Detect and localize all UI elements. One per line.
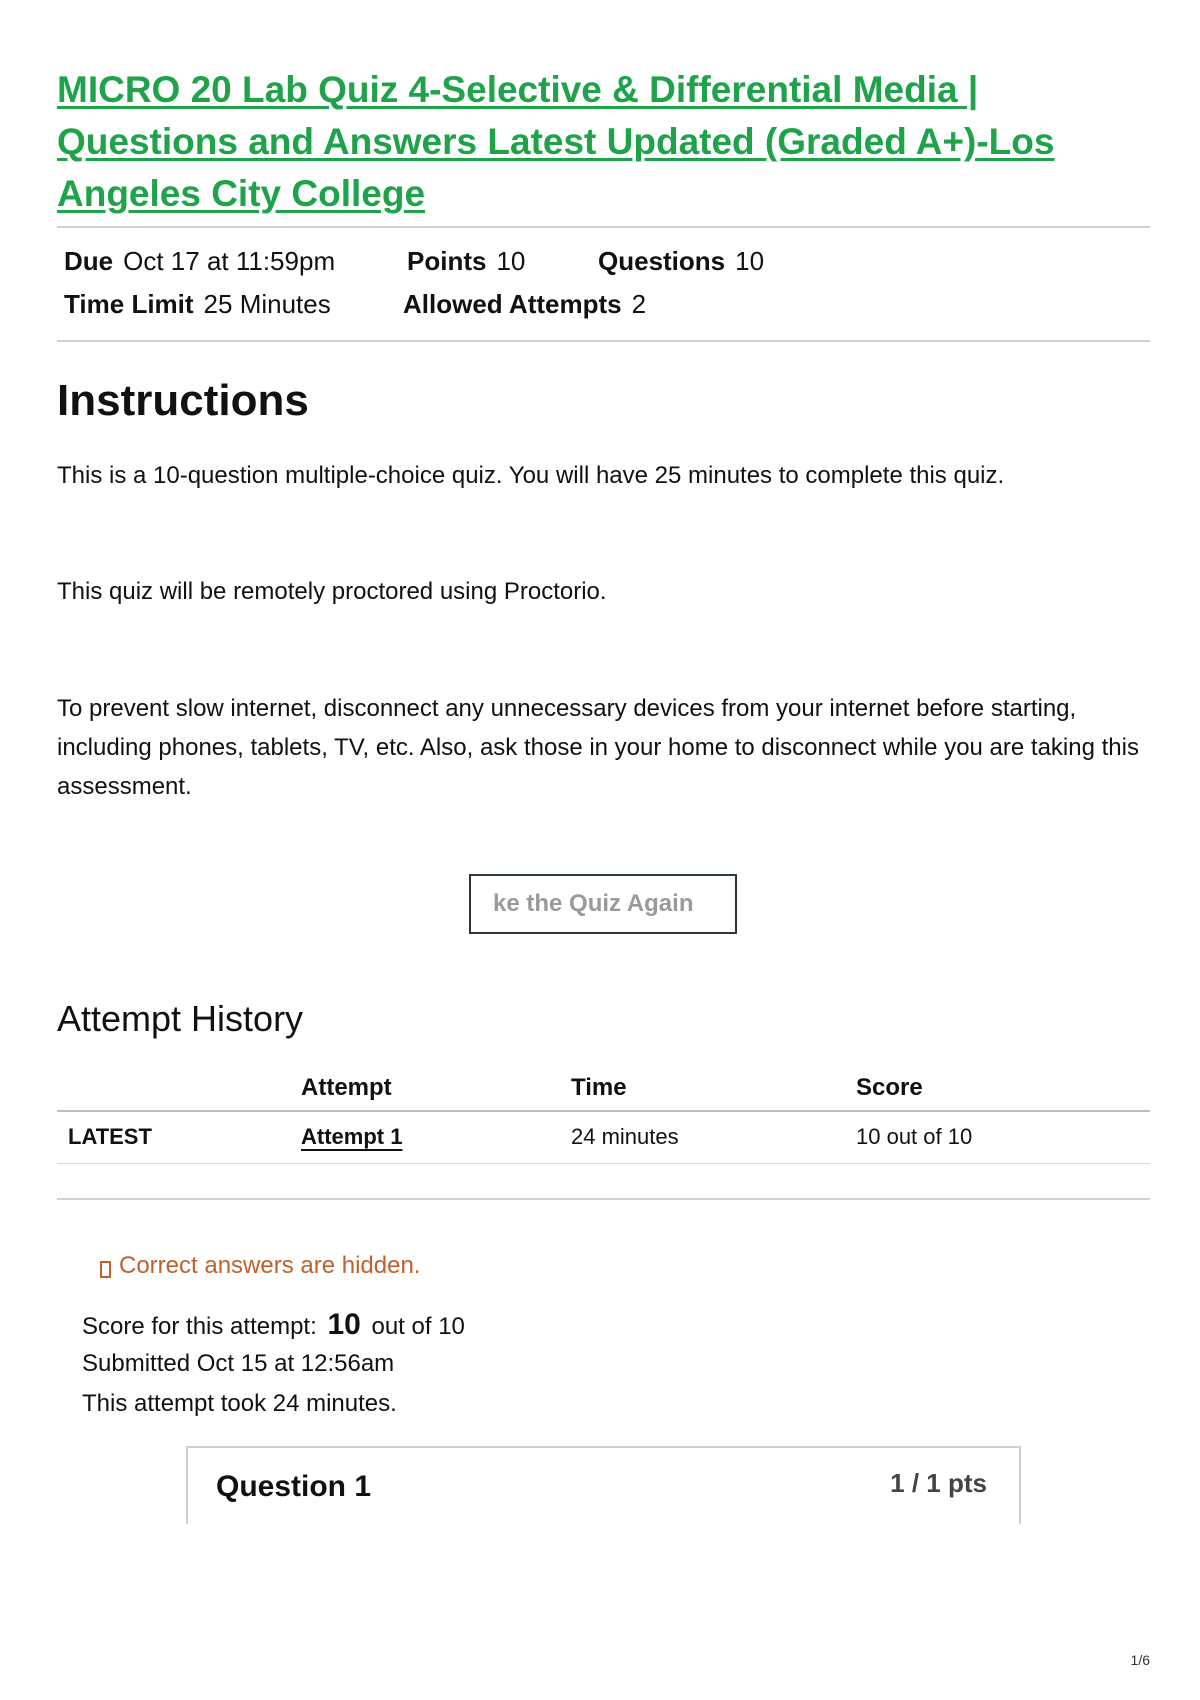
divider bbox=[57, 1198, 1150, 1200]
latest-tag: LATEST bbox=[68, 1124, 152, 1149]
due-label: Due bbox=[64, 246, 114, 276]
column-header-time: Time bbox=[571, 1074, 627, 1101]
instructions-heading: Instructions bbox=[57, 376, 309, 425]
quiz-title-link[interactable]: MICRO 20 Lab Quiz 4-Selective & Differential Media | Questions and Answers Latest Updated (Graded A+)-Los Angeles City College bbox=[57, 69, 1055, 214]
time-limit-meta bbox=[64, 289, 331, 320]
allowed-attempts-value: 2 bbox=[631, 289, 647, 319]
column-header-score: Score bbox=[856, 1074, 923, 1101]
table-row bbox=[301, 1124, 402, 1150]
attempt-duration: This attempt took 24 minutes. bbox=[82, 1390, 397, 1417]
time-limit-label: Time Limit bbox=[64, 289, 194, 319]
attempt-history-heading: Attempt History bbox=[57, 998, 304, 1039]
attempt-time: 24 minutes bbox=[571, 1124, 679, 1149]
questions-value: 10 bbox=[735, 246, 765, 276]
attempt-score: 10 out of 10 bbox=[856, 1124, 973, 1149]
column-header-attempt: Attempt bbox=[301, 1074, 392, 1101]
hidden-note-text: Correct answers are hidden. bbox=[119, 1252, 421, 1279]
question-title: Question 1 bbox=[216, 1470, 372, 1503]
question-points: 1 / 1 pts bbox=[890, 1468, 987, 1498]
divider bbox=[57, 226, 1150, 228]
score-value: 10 bbox=[327, 1308, 361, 1341]
time-limit-value: 25 Minutes bbox=[203, 289, 331, 319]
instruction-paragraph: This is a 10-question multiple-choice quiz. You will have 25 minutes to complete this quiz. bbox=[57, 462, 1005, 489]
due-value: Oct 17 at 11:59pm bbox=[123, 246, 336, 276]
instruction-paragraph: This quiz will be remotely proctored using Proctorio. bbox=[57, 578, 607, 605]
due-meta bbox=[64, 246, 335, 277]
question-card bbox=[186, 1446, 1021, 1524]
info-icon bbox=[100, 1261, 111, 1278]
instruction-paragraph: To prevent slow internet, disconnect any unnecessary devices from your internet before starting, including phones, tablets, TV, etc. Also, ask those in your home to disconnect while you are taking this assessment. bbox=[57, 695, 1139, 800]
table-header-divider bbox=[57, 1110, 1150, 1112]
correct-answers-hidden-note bbox=[100, 1252, 420, 1280]
points-label: Points bbox=[407, 246, 487, 276]
allowed-attempts-meta bbox=[403, 289, 646, 320]
submitted-time: Submitted Oct 15 at 12:56am bbox=[82, 1350, 395, 1377]
page-number: 1/6 bbox=[1130, 1652, 1150, 1668]
divider bbox=[57, 340, 1150, 342]
table-row-divider bbox=[57, 1163, 1150, 1164]
attempt-1-link[interactable]: Attempt 1 bbox=[301, 1124, 403, 1149]
take-quiz-again-button[interactable]: ke the Quiz Again bbox=[469, 874, 737, 934]
attempt-score-summary bbox=[82, 1308, 465, 1342]
score-prefix: Score for this attempt: bbox=[82, 1313, 317, 1340]
points-value: 10 bbox=[496, 246, 526, 276]
questions-label: Questions bbox=[598, 246, 726, 276]
questions-meta bbox=[598, 246, 764, 277]
score-suffix: out of 10 bbox=[371, 1313, 465, 1340]
allowed-attempts-label: Allowed Attempts bbox=[403, 289, 622, 319]
points-meta bbox=[407, 246, 525, 277]
